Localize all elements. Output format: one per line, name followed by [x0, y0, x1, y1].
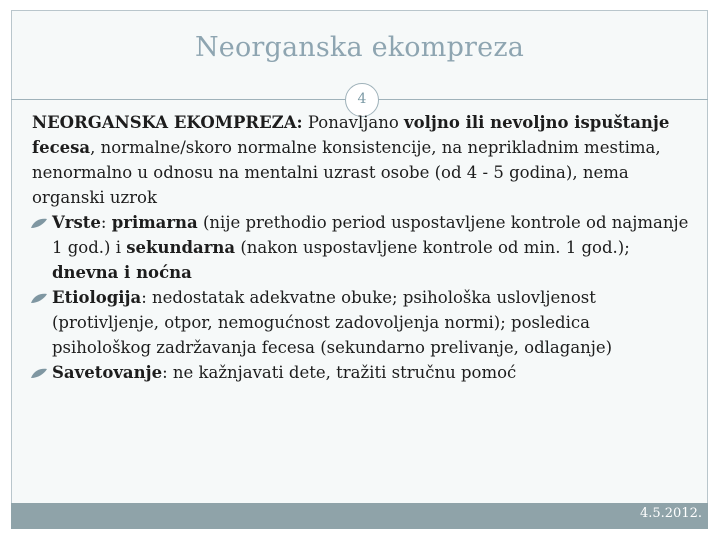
- bullet-text: (nije prethodio period uspostavljene kontrole od najmanje 1 god.) i: [52, 213, 689, 257]
- bullet-text: : ne kažnjavati dete, tražiti stručnu pomoć: [162, 363, 517, 382]
- bullet-label: Savetovanje: [52, 363, 163, 382]
- bullet-text: : nedostatak adekvatne obuke; psihološka uslovljenost (protivljenje, otpor, nemogućnost zadovoljenja normi); posledica psihološkog zadržavanja fecesa (sekundarno prelivanje, odlaganje): [52, 288, 613, 357]
- page-number-badge: 4: [345, 83, 379, 117]
- bullet-label: Etiologija: [52, 288, 142, 307]
- footer-bar: [11, 503, 708, 529]
- bullet-label: Vrste: [52, 213, 101, 232]
- leaf-bullet-icon: [30, 217, 48, 229]
- intro-paragraph: [32, 110, 692, 210]
- bullet-bold: sekundarna: [126, 238, 236, 257]
- footer-date: 4.5.2012.: [639, 506, 702, 521]
- slide-title: Neorganska ekompreza: [194, 32, 525, 63]
- intro-bold: voljno ili nevoljno ispuštanje fecesa: [32, 113, 670, 157]
- leaf-bullet-icon: [30, 367, 48, 379]
- bullet-bold: primarna: [111, 213, 198, 232]
- slide-content: [32, 110, 692, 385]
- bullet-text: :: [100, 213, 112, 232]
- bullet-item-savetovanje: [32, 360, 692, 385]
- bullet-item-etiologija: [32, 285, 692, 360]
- bullet-bold: dnevna i noćna: [52, 263, 192, 282]
- intro-text: Ponavljano: [302, 113, 405, 132]
- bullet-text: (nakon uspostavljene kontrole od min. 1 god.);: [235, 238, 630, 257]
- intro-text: , normalne/skoro normalne konsistencije, na neprikladnim mestima, nenormalno u odnosu na mentalni uzrast osobe (od 4 - 5 godina), nema organski uzrok: [32, 138, 661, 207]
- bullet-item-vrste: [32, 210, 692, 285]
- intro-heading: NEORGANSKA EKOMPREZA:: [32, 113, 303, 132]
- leaf-bullet-icon: [30, 292, 48, 304]
